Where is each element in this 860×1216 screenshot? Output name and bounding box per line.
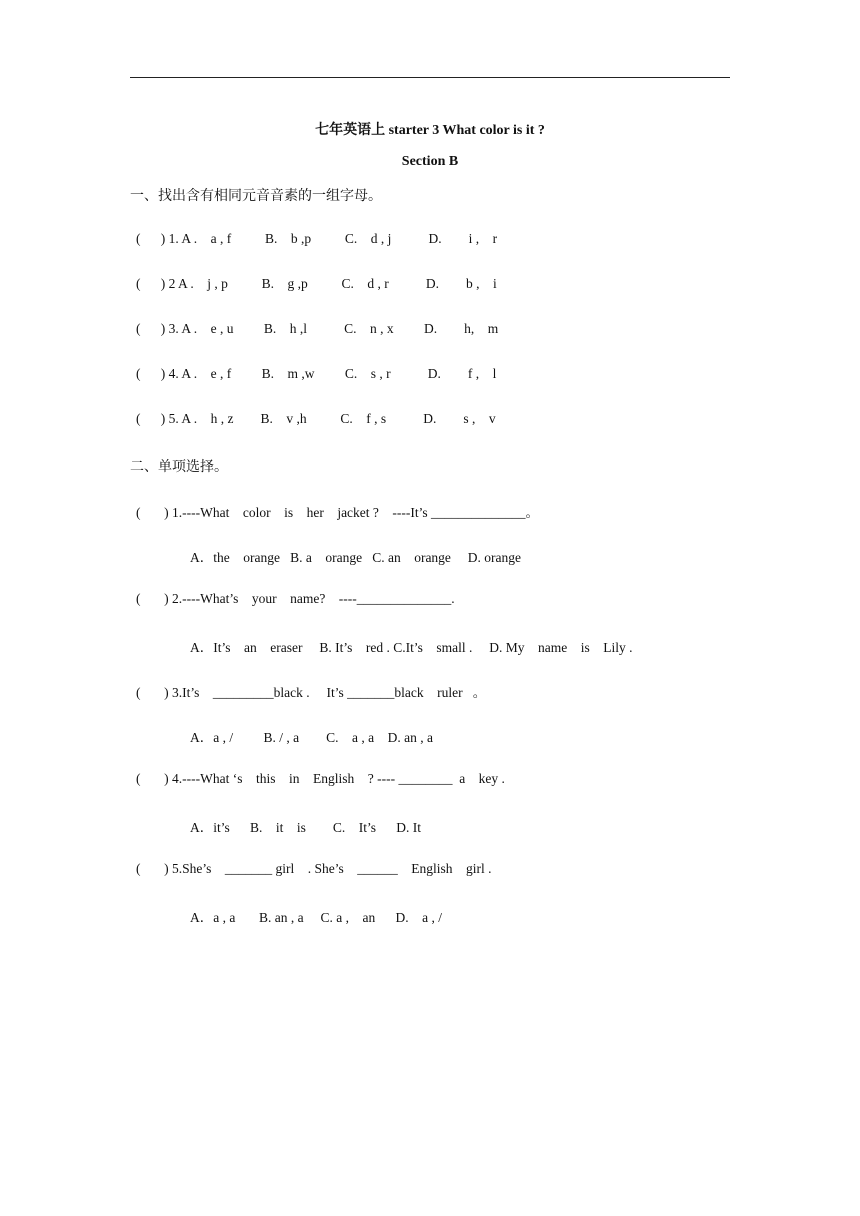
part2-question-3-stem: ( ) 3.It’s _________black . It’s _______black ruler 。 bbox=[136, 685, 487, 700]
section-title: Section B bbox=[401, 154, 459, 169]
part2-question-5-stem: ( ) 5.She’s _______ girl . She’s ______ English girl . bbox=[136, 861, 492, 876]
part1-question-5: ( ) 5. A . h , z B. v ,h C. f , s D. s , v bbox=[136, 411, 496, 426]
part2-question-2-options: A．It’s an eraser B. It’s red . C.It’s small . D. My name is Lily . bbox=[190, 640, 633, 655]
header-rule bbox=[130, 77, 730, 78]
part2-question-1-stem: ( ) 1.----What color is her jacket ? ----It’s ______________。 bbox=[136, 505, 540, 520]
part2-question-4-stem: ( ) 4.----What ‘s this in English ? ---- ________ a key . bbox=[136, 771, 505, 786]
part2-question-3-options: A．a , / B. / , a C. a , a D. an , a bbox=[190, 730, 433, 745]
part1-heading: 一、找出含有相同元音音素的一组字母。 bbox=[130, 189, 382, 204]
part1-question-2: ( ) 2 A . j , p B. g ,p C. d , r D. b , i bbox=[136, 276, 497, 291]
part2-question-4-options: A．it’s B. it is C. It’s D. It bbox=[190, 820, 422, 835]
part2-heading: 二、单项选择。 bbox=[130, 460, 228, 475]
part1-question-1: ( ) 1. A . a , f B. b ,p C. d , j D. i , r bbox=[136, 231, 498, 246]
document-title: 七年英语上 starter 3 What color is it ? bbox=[315, 123, 545, 138]
part2-question-1-options: A．the orange B. a orange C. an orange D. orange bbox=[190, 550, 522, 565]
part1-question-4: ( ) 4. A . e , f B. m ,w C. s , r D. f , l bbox=[136, 366, 497, 381]
part2-question-2-stem: ( ) 2.----What’s your name? ----______________. bbox=[136, 591, 455, 606]
part1-question-3: ( ) 3. A . e , u B. h ,l C. n , x D. h, m bbox=[136, 321, 499, 336]
part2-question-5-options: A．a , a B. an , a C. a , an D. a , / bbox=[190, 910, 442, 925]
